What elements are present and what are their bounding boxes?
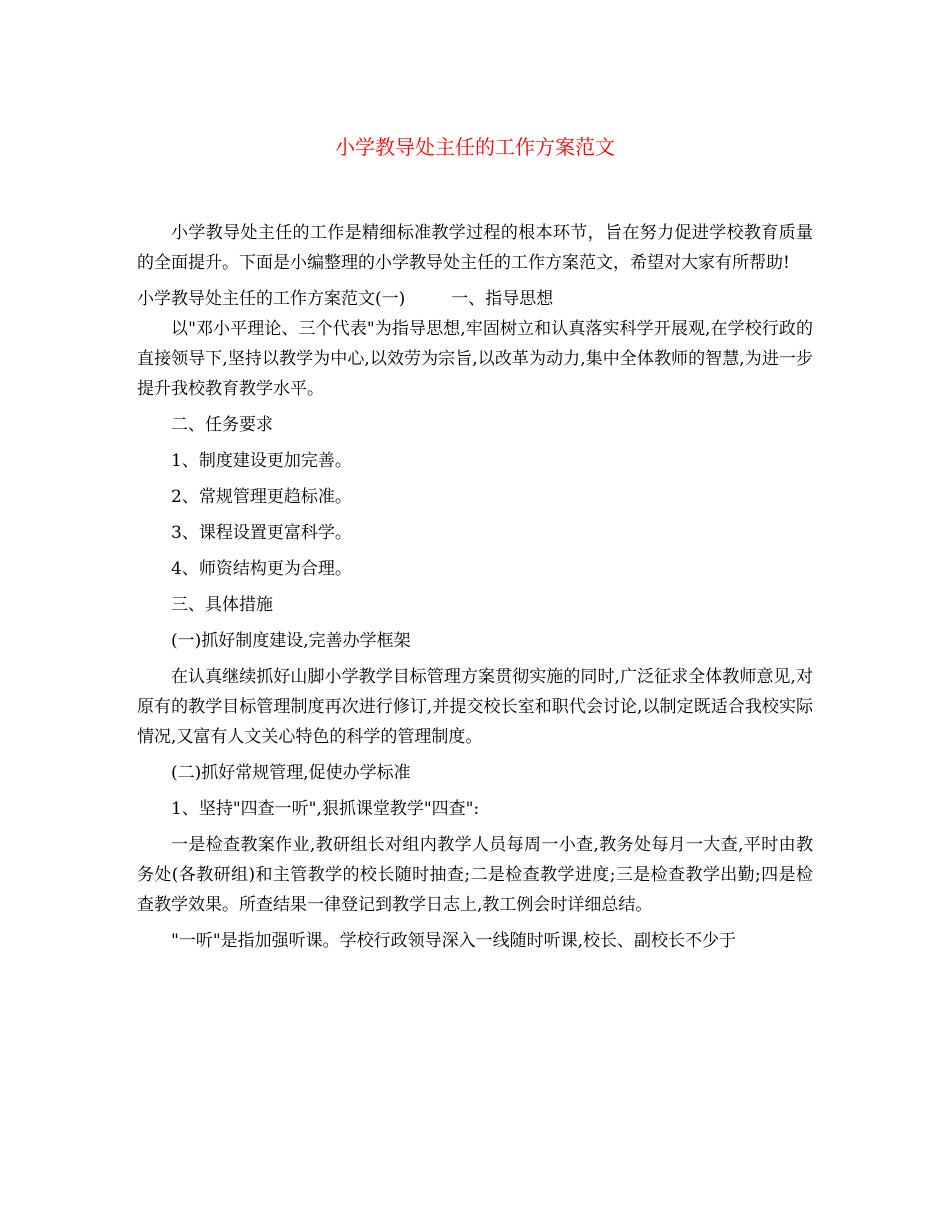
subheading-routine-management: (二)抓好常规管理,促使办学标准 [171,763,411,783]
document-body [137,218,813,962]
subheading-system-building: (一)抓好制度建设,完善办学框架 [171,631,411,651]
system-building-paragraph: 在认真继续抓好山脚小学教学目标管理方案贯彻实施的同时,广泛征求全体教师意见,对原有的教学目标管理制度再次进行修订,并提交校长室和职代会讨论,以制定既适合我校实际情况,又富有人文关心特色的科学的管理制度。 [137,667,813,747]
list-item: 3、课程设置更富科学。 [171,523,352,543]
heading-task-requirements: 二、任务要求 [171,415,273,435]
heading-specific-measures: 三、具体措施 [171,595,273,615]
list-item: 4、师资结构更为合理。 [171,559,352,579]
one-listen-paragraph: "一听"是指加强听课。学校行政领导深入一线随时听课,校长、副校长不少于 [171,931,737,951]
four-checks-heading: 1、坚持"四查一听",狠抓课堂教学"四查": [171,799,480,819]
four-checks-paragraph: 一是检查教案作业,教研组长对组内教学人员每周一小查,教务处每月一大查,平时由教务处(各教研组)和主管教学的校长随时抽查;二是检查教学进度;三是检查教学出勤;四是检查教学效果。所查结果一律登记到教学日志上,教工例会时详细总结。 [137,835,813,915]
section-heading-title: 小学教导处主任的工作方案范文(一) [137,289,406,309]
section-heading-subtitle: 一、指导思想 [451,289,554,309]
guiding-thought-paragraph: 以"邓小平理论、三个代表"为指导思想,牢固树立和认真落实科学开展观,在学校行政的直接领导下,坚持以教学为中心,以效劳为宗旨,以改革为动力,集中全体教师的智慧,为进一步提升我校教育教学水平。 [137,319,813,399]
intro-paragraph: 小学教导处主任的工作是精细标准教学过程的根本环节，旨在努力促进学校教育质量的全面提升。下面是小编整理的小学教导处主任的工作方案范文，希望对大家有所帮助! [137,223,813,273]
list-item: 2、常规管理更趋标准。 [171,487,352,507]
section-heading [137,284,813,314]
document-title: 小学教导处主任的工作方案范文 [335,135,615,159]
list-item: 1、制度建设更加完善。 [171,451,352,471]
